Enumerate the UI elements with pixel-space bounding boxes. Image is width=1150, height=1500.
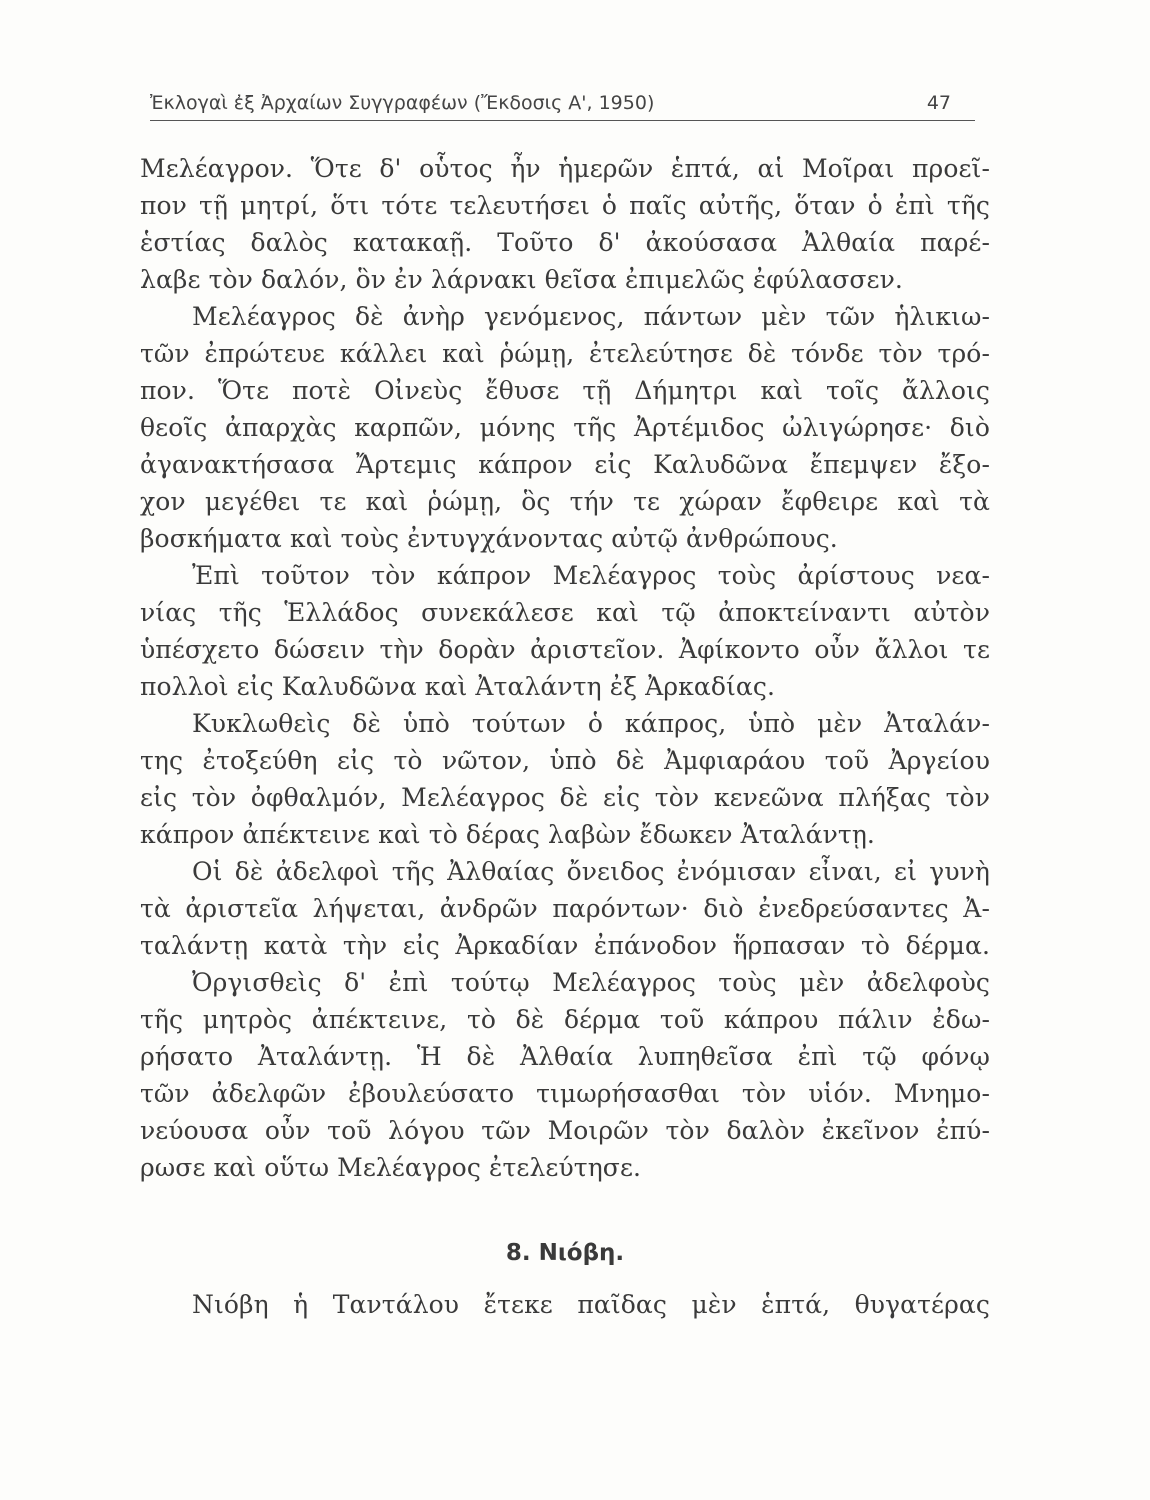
- text-line: ταλάντῃ κατὰ τὴν εἰς Ἀρκαδίαν ἐπάνοδον ἥρπασαν τὸ δέρμα.: [140, 931, 990, 960]
- text-line: Μελέαγρος δὲ ἀνὴρ γενόμενος, πάντων μὲν τῶν ἡλικιω-: [192, 302, 990, 331]
- text-line: πον τῇ μητρί, ὅτι τότε τελευτήσει ὁ παῖς αὐτῆς, ὅταν ὁ ἐπὶ τῆς: [140, 191, 990, 220]
- page-number: 47: [926, 92, 951, 114]
- text-line: Ἐπὶ τοῦτον τὸν κάπρον Μελέαγρος τοὺς ἀρίστους νεα-: [192, 561, 990, 590]
- text-line: της ἐτοξεύθη εἰς τὸ νῶτον, ὑπὸ δὲ Ἀμφιαράου τοῦ Ἀργείου: [140, 746, 990, 775]
- text-line: τῶν ἀδελφῶν ἐβουλεύσατο τιμωρήσασθαι τὸν υἱόν. Μνημο-: [140, 1079, 990, 1108]
- text-line: Μελέαγρον. Ὅτε δ' οὗτος ἦν ἡμερῶν ἑπτά, αἱ Μοῖραι προεῖ-: [140, 154, 990, 183]
- text-line: ἀγανακτήσασα Ἄρτεμις κάπρον εἰς Καλυδῶνα ἔπεμψεν ἔξο-: [140, 450, 990, 479]
- section-heading: 8. Νιόβη.: [505, 1240, 625, 1266]
- text-line: βοσκήματα καὶ τοὺς ἐντυγχάνοντας αὐτῷ ἀνθρώπους.: [140, 524, 838, 553]
- text-line: εἰς τὸν ὀφθαλμόν, Μελέαγρος δὲ εἰς τὸν κενεῶνα πλήξας τὸν: [140, 783, 990, 812]
- text-line: ὑπέσχετο δώσειν τὴν δορὰν ἀριστεῖον. Ἀφίκοντο οὖν ἄλλοι τε: [140, 635, 990, 664]
- text-line: νεύουσα οὖν τοῦ λόγου τῶν Μοιρῶν τὸν δαλὸν ἐκεῖνον ἐπύ-: [140, 1116, 990, 1145]
- text-line: λαβε τὸν δαλόν, ὃν ἐν λάρνακι θεῖσα ἐπιμελῶς ἐφύλασσεν.: [140, 265, 903, 294]
- text-line: τῶν ἐπρώτευε κάλλει καὶ ῥώμῃ, ἐτελεύτησε δὲ τόνδε τὸν τρό-: [140, 339, 990, 368]
- text-line: τῆς μητρὸς ἀπέκτεινε, τὸ δὲ δέρμα τοῦ κάπρου πάλιν ἐδω-: [140, 1005, 990, 1034]
- text-line: Κυκλωθεὶς δὲ ὑπὸ τούτων ὁ κάπρος, ὑπὸ μὲν Ἀταλάν-: [192, 709, 990, 738]
- body-text: [140, 150, 990, 1323]
- text-line: χον μεγέθει τε καὶ ῥώμῃ, ὃς τήν τε χώραν ἔφθειρε καὶ τὰ: [140, 487, 990, 516]
- text-line: Οἱ δὲ ἀδελφοὶ τῆς Ἀλθαίας ὄνειδος ἐνόμισαν εἶναι, εἰ γυνὴ: [192, 857, 990, 886]
- text-line: ρήσατο Ἀταλάντῃ. Ἡ δὲ Ἀλθαία λυπηθεῖσα ἐπὶ τῷ φόνῳ: [140, 1042, 990, 1071]
- text-line: ρωσε καὶ οὕτω Μελέαγρος ἐτελεύτησε.: [140, 1153, 642, 1182]
- text-line: θεοῖς ἀπαρχὰς καρπῶν, μόνης τῆς Ἀρτέμιδος ὠλιγώρησε· διὸ: [140, 413, 990, 442]
- text-line: Νιόβη ἡ Ταντάλου ἔτεκε παῖδας μὲν ἑπτά, θυγατέρας: [192, 1290, 990, 1319]
- running-header-title: Ἐκλογαὶ ἐξ Ἀρχαίων Συγγραφέων (Ἔκδοσις Α', 1950): [150, 92, 655, 114]
- running-header: [150, 88, 975, 121]
- text-line: τὰ ἀριστεῖα λήψεται, ἀνδρῶν παρόντων· διὸ ἐνεδρεύσαντες Ἀ-: [140, 894, 990, 923]
- text-line: ἑστίας δαλὸς κατακαῇ. Τοῦτο δ' ἀκούσασα Ἀλθαία παρέ-: [140, 228, 990, 257]
- text-line: νίας τῆς Ἑλλάδος συνεκάλεσε καὶ τῷ ἀποκτείναντι αὐτὸν: [140, 598, 990, 627]
- text-line: Ὀργισθεὶς δ' ἐπὶ τούτῳ Μελέαγρος τοὺς μὲν ἀδελφοὺς: [192, 968, 990, 997]
- text-line: πολλοὶ εἰς Καλυδῶνα καὶ Ἀταλάντη ἐξ Ἀρκαδίας.: [140, 672, 776, 701]
- text-line: κάπρον ἀπέκτεινε καὶ τὸ δέρας λαβὼν ἔδωκεν Ἀταλάντῃ.: [140, 820, 875, 849]
- text-line: πον. Ὅτε ποτὲ Οἰνεὺς ἔθυσε τῇ Δήμητρι καὶ τοῖς ἄλλοις: [140, 376, 990, 405]
